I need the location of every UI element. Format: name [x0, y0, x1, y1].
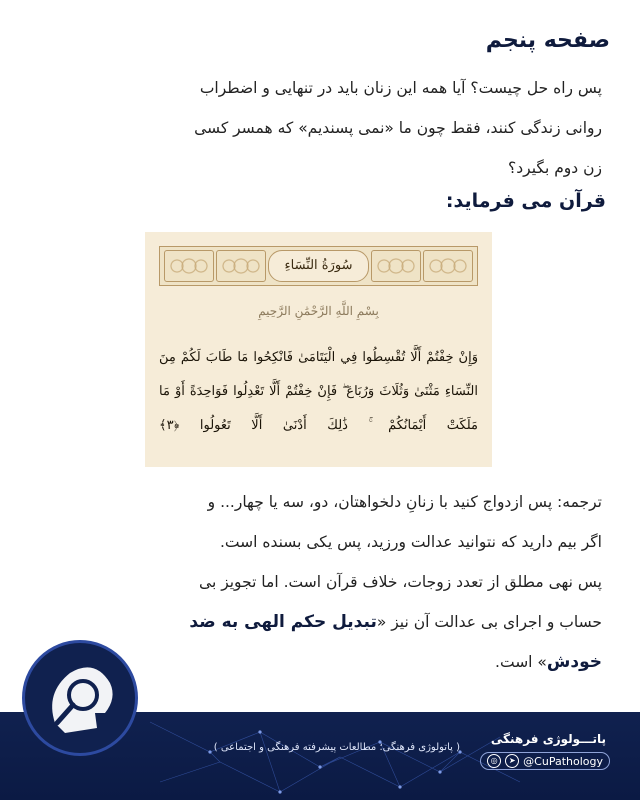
ornament-icon [423, 250, 473, 282]
text-fragment: حساب و اجرای بی عدالت آن نیز « [376, 613, 602, 631]
text-line: پس نهی مطلق از تعدد زوجات، خلاف قرآن است. اما تجویز بی [199, 573, 602, 591]
emphasis-text: خودش [546, 652, 602, 672]
ayah-line: وَإِنْ خِفْتُمْ أَلَّا تُقْسِطُوا فِي الْيَتَامَىٰ فَانْكِحُوا مَا طَابَ لَكُمْ مِنَ [159, 350, 478, 365]
brand-tagline: ( پاتولوژی فرهنگی؛ مطالعات پیشرفته فرهنگی و اجتماعی ) [213, 742, 460, 753]
text-line: اگر بیم دارید که نتوانید عدالت ورزید، پس یکی بسنده است. [219, 533, 602, 551]
text-line: ترجمه: پس ازدواج کنید با زنانِ دلخواهتان، دو، سه یا چهار... و [207, 493, 602, 511]
ornament-icon [371, 250, 421, 282]
ornament-icon [164, 250, 214, 282]
quran-heading: قرآن می فرماید: [445, 190, 606, 212]
paragraph-intro [36, 68, 602, 188]
text-line: روانی زندگی کنند، فقط چون ما «نمی پسندیم» که همسر کسی [194, 119, 602, 137]
surah-header-frame [159, 246, 478, 286]
page-title: صفحه پنجم [485, 28, 610, 53]
text-fragment: » است. [495, 653, 547, 671]
quran-verse-image [145, 232, 492, 467]
basmala: بِسْمِ اللَّهِ الرَّحْمَٰنِ الرَّحِيمِ [258, 304, 379, 318]
logo-icon [22, 640, 138, 756]
telegram-icon: ➤ [505, 754, 519, 768]
ornament-icon [216, 250, 266, 282]
text-line: زن دوم بگیرد؟ [508, 159, 602, 177]
handle-text: @CuPathology [523, 754, 603, 768]
text-line [36, 602, 602, 642]
ayah-line: مَلَكَتْ أَيْمَانُكُمْ ۚ ذَٰلِكَ أَدْنَىٰ أَلَّا تَعُولُوا ﴿٣﴾ [159, 418, 478, 433]
instagram-icon: ◎ [487, 754, 501, 768]
emphasis-text: تبدیل حکم الهی به ضد [189, 612, 377, 632]
text-line: پس راه حل چیست؟ آیا همه این زنان باید در تنهایی و اضطراب [199, 79, 602, 97]
social-handle[interactable] [480, 752, 610, 770]
brand-name: پاتـــولوژی فرهنگی [490, 732, 606, 746]
surah-name: سُورَةُ النِّسَاءِ [268, 250, 369, 282]
ayah-line: النِّسَاءِ مَثْنَىٰ وَثُلَاثَ وَرُبَاعَ ۖ فَإِنْ خِفْتُمْ أَلَّا تَعْدِلُوا فَوَاحِدَةً أَوْ مَا [159, 384, 478, 399]
